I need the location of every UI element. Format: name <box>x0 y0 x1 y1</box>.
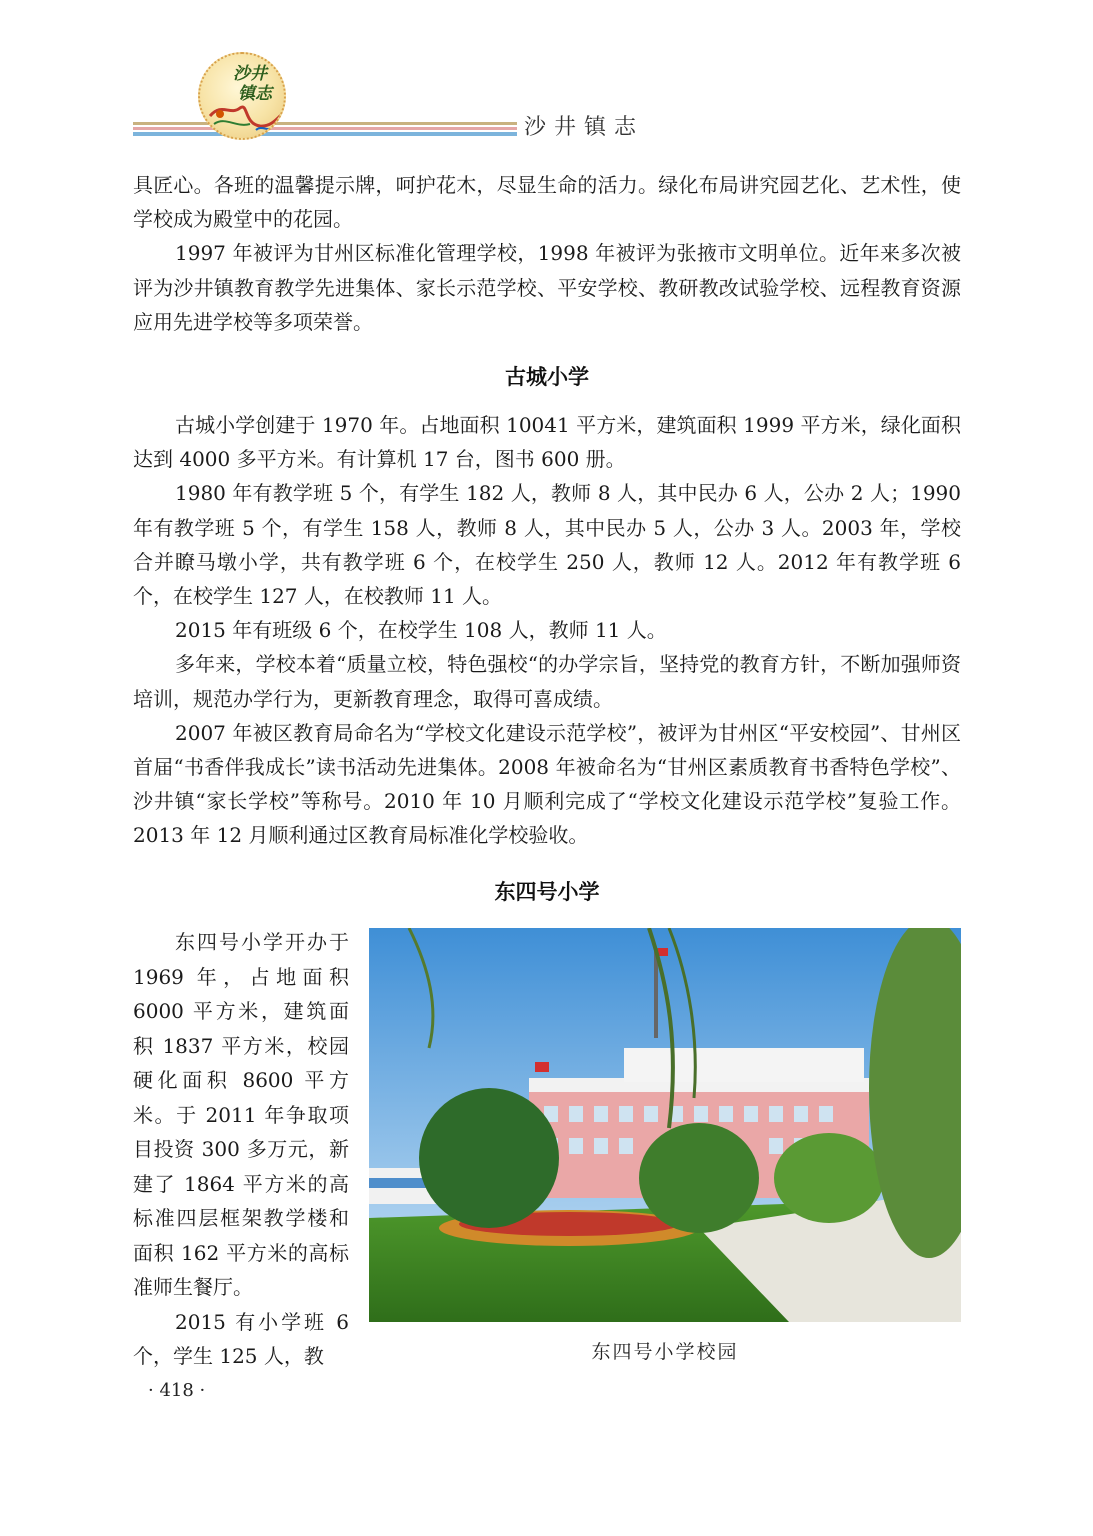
paragraph: 1980 年有教学班 5 个，有学生 182 人，教师 8 人，其中民办 6 人，公办 2 人；1990 年有教学班 5 个，有学生 158 人，教师 8 人，其中民办 5 人，公办 3 人。2003 年，学校合并瞭马墩小学，共有教学班 6 个，在校学生 250 人，教师 12 人。2012 年有教学班 6 个，在校学生 127 人，在校教师 11 人。 <box>133 481 961 609</box>
section-gucheng-text <box>133 408 961 853</box>
photo-caption: 东四号小学校园 <box>591 1341 739 1363</box>
intro-text <box>133 168 961 339</box>
book-logo <box>198 52 286 140</box>
book-title: 沙井镇志 <box>524 115 645 140</box>
paragraph: 1997 年被评为甘州区标准化管理学校，1998 年被评为张掖市文明单位。近年来多次被评为沙井镇教育教学先进集体、家长示范学校、平安学校、教研教改试验学校、远程教育资源应用先进学校等多项荣誉。 <box>133 241 961 334</box>
logo-line-2: 镇志 <box>238 84 272 104</box>
paragraph: 东四号小学开办于 1969 年，占地面积 6000 平方米，建筑面积 1837 平方米，校园硬化面积 8600 平方米。于 2011 年争取项目投资 300 多万元，新建了 1864 平方米的高标准四层框架教学楼和面积 162 平方米的高标准师生餐厅。 <box>133 930 349 1299</box>
campus-illustration <box>369 928 961 1322</box>
header-rule-blue <box>133 132 517 136</box>
header-rule-gold <box>133 122 517 125</box>
page-number: · 418 · <box>148 1380 206 1401</box>
header-rule-pink <box>133 127 517 130</box>
paragraph: 古城小学创建于 1970 年。占地面积 10041 平方米，建筑面积 1999 平方米，绿化面积达到 4000 多平方米。有计算机 17 台，图书 600 册。 <box>133 413 961 472</box>
section-heading-dongsihao: 东四号小学 <box>494 880 600 904</box>
paragraph: 多年来，学校本着“质量立校，特色强校“的办学宗旨，坚持党的教育方针，不断加强师资培训，规范办学行为，更新教育理念，取得可喜成绩。 <box>133 652 961 711</box>
page-header <box>0 0 1093 160</box>
logo-line-1: 沙井 <box>233 64 267 84</box>
logo-text <box>222 64 278 104</box>
school-campus-photo <box>369 928 961 1322</box>
paragraph: 2007 年被区教育局命名为“学校文化建设示范学校”，被评为甘州区“平安校园”、甘州区首届“书香伴我成长”读书活动先进集体。2008 年被命名为“甘州区素质教育书香特色学校”、沙井镇“家长学校”等称号。2010 年 10 月顺利完成了“学校文化建设示范学校”复验工作。2013 年 12 月顺利通过区教育局标准化学校验收。 <box>133 720 961 848</box>
paragraph: 具匠心。各班的温馨提示牌，呵护花木，尽显生命的活力。绿化布局讲究园艺化、艺术性，使学校成为殿堂中的花园。 <box>133 173 961 232</box>
paragraph: 2015 有小学班 6 个，学生 125 人，教 <box>133 1309 349 1368</box>
section-heading-gucheng: 古城小学 <box>505 365 589 389</box>
section-dongsihao-text <box>133 925 349 1374</box>
paragraph: 2015 年有班级 6 个，在校学生 108 人，教师 11 人。 <box>175 618 667 643</box>
